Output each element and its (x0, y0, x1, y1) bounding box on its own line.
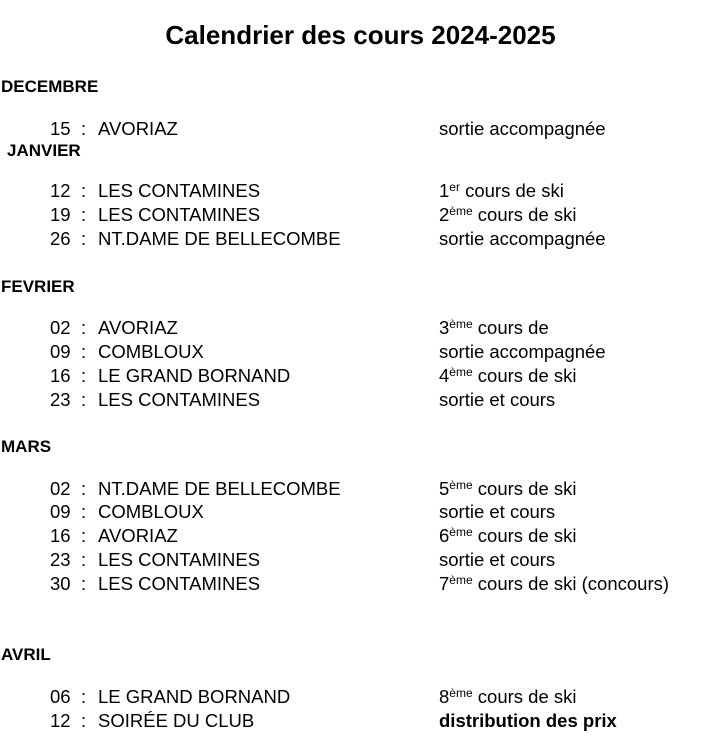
schedule-row (0, 501, 721, 523)
day-number: 09 (50, 501, 71, 522)
activity-text: sortie et cours (439, 501, 556, 522)
day-number: 26 (50, 228, 71, 249)
location: AVORIAZ (98, 118, 178, 139)
course-number: 1 (439, 180, 450, 201)
activity-description (439, 228, 606, 250)
location: LES CONTAMINES (98, 180, 261, 201)
location: NT.DAME DE BELLECOMBE (98, 228, 341, 249)
activity-description (439, 389, 555, 411)
location: COMBLOUX (98, 341, 204, 362)
course-number: 3 (439, 317, 450, 338)
course-number: 6 (439, 525, 450, 546)
activity-description (439, 478, 577, 500)
separator: : (81, 389, 87, 410)
location: LE GRAND BORNAND (98, 686, 291, 707)
location: SOIRÉE DU CLUB (98, 710, 255, 731)
schedule-row (0, 341, 721, 363)
schedule-row (0, 204, 721, 226)
activity-description (439, 686, 577, 708)
ordinal-suffix: ème (449, 686, 473, 700)
ordinal-suffix: ème (449, 573, 473, 587)
separator: : (81, 365, 87, 386)
day-number: 12 (50, 710, 71, 731)
day-number: 16 (50, 525, 71, 546)
activity-text: sortie accompagnée (439, 341, 606, 362)
activity-text: sortie et cours (439, 549, 556, 570)
location: AVORIAZ (98, 525, 178, 546)
month-heading: AVRIL (1, 645, 51, 664)
course-number: 5 (439, 478, 450, 499)
month-heading: JANVIER (7, 141, 81, 160)
activity-description (439, 317, 549, 339)
schedule-row (0, 228, 721, 250)
course-number: 4 (439, 365, 450, 386)
separator: : (81, 478, 87, 499)
separator: : (81, 501, 87, 522)
ordinal-suffix: ème (449, 317, 473, 331)
day-number: 09 (50, 341, 71, 362)
ordinal-suffix: ème (449, 525, 473, 539)
day-number: 15 (50, 118, 71, 139)
month-heading: FEVRIER (1, 277, 75, 296)
course-number: 7 (439, 573, 450, 594)
day-number: 30 (50, 573, 71, 594)
course-number: 8 (439, 686, 450, 707)
activity-description (439, 180, 564, 202)
month-heading: DECEMBRE (1, 77, 99, 96)
separator: : (81, 228, 87, 249)
location: LES CONTAMINES (98, 549, 261, 570)
day-number: 19 (50, 204, 71, 225)
activity-text: cours de ski (concours) (472, 573, 670, 594)
schedule-row (0, 686, 721, 708)
separator: : (81, 341, 87, 362)
schedule-row (0, 549, 721, 571)
schedule-row (0, 478, 721, 500)
course-number: 2 (439, 204, 450, 225)
activity-description (439, 365, 577, 387)
ordinal-suffix: ème (449, 478, 473, 492)
activity-description (439, 573, 669, 595)
location: LES CONTAMINES (98, 573, 261, 594)
separator: : (81, 118, 87, 139)
location: AVORIAZ (98, 317, 178, 338)
activity-description (439, 501, 555, 523)
location: LES CONTAMINES (98, 389, 261, 410)
activity-text: cours de ski (459, 180, 564, 201)
schedule-row (0, 389, 721, 411)
schedule-row (0, 573, 721, 595)
activity-description (439, 710, 617, 732)
activity-description (439, 204, 577, 226)
activity-description (439, 341, 606, 363)
activity-text: cours de ski (472, 686, 577, 707)
activity-text: cours de ski (472, 365, 577, 386)
separator: : (81, 573, 87, 594)
activity-text: cours de ski (472, 478, 577, 499)
day-number: 02 (50, 478, 71, 499)
schedule-row (0, 525, 721, 547)
schedule-row (0, 180, 721, 202)
separator: : (81, 317, 87, 338)
activity-description (439, 118, 606, 140)
day-number: 23 (50, 389, 71, 410)
day-number: 16 (50, 365, 71, 386)
ordinal-suffix: ème (449, 204, 473, 218)
separator: : (81, 686, 87, 707)
schedule-row (0, 118, 721, 140)
separator: : (81, 710, 87, 731)
location: LE GRAND BORNAND (98, 365, 291, 386)
ordinal-suffix: er (449, 180, 460, 194)
separator: : (81, 525, 87, 546)
page-title: Calendrier des cours 2024-2025 (165, 20, 556, 50)
separator: : (81, 180, 87, 201)
location: LES CONTAMINES (98, 204, 261, 225)
activity-text: sortie accompagnée (439, 118, 606, 139)
activity-text: cours de ski (472, 525, 577, 546)
activity-text: sortie accompagnée (439, 228, 606, 249)
activity-text: cours de ski (472, 204, 577, 225)
day-number: 12 (50, 180, 71, 201)
schedule-row (0, 710, 721, 732)
day-number: 23 (50, 549, 71, 570)
location: COMBLOUX (98, 501, 204, 522)
schedule-row (0, 317, 721, 339)
activity-text: cours de (472, 317, 549, 338)
ordinal-suffix: ème (449, 365, 473, 379)
activity-text: sortie et cours (439, 389, 556, 410)
separator: : (81, 549, 87, 570)
month-heading: MARS (1, 437, 52, 456)
location: NT.DAME DE BELLECOMBE (98, 478, 341, 499)
activity-description (439, 525, 577, 547)
schedule-row (0, 365, 721, 387)
day-number: 02 (50, 317, 71, 338)
separator: : (81, 204, 87, 225)
day-number: 06 (50, 686, 71, 707)
activity-description (439, 549, 555, 571)
activity-text: distribution des prix (439, 710, 617, 731)
